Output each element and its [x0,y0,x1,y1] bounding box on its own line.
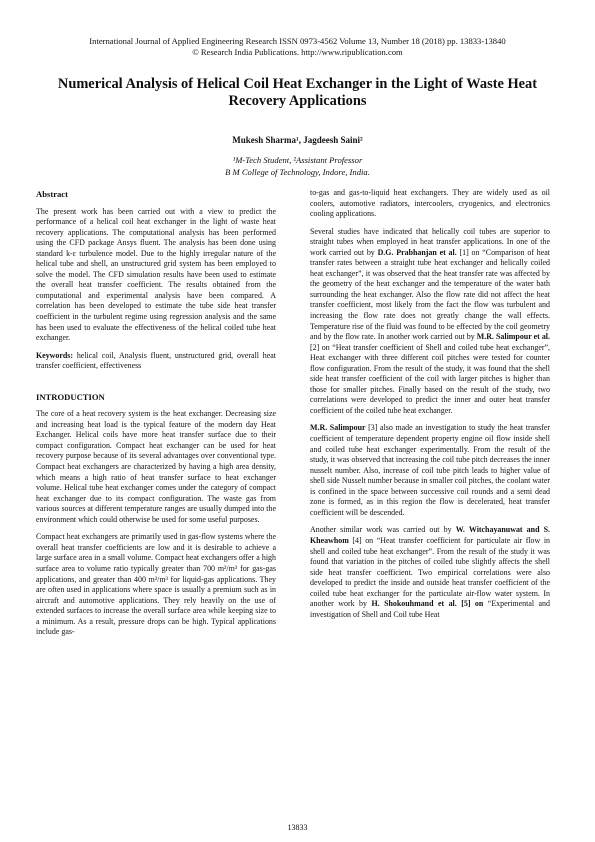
cited-author: W. Witchayanuwat and S. Kheawhom [310,525,551,545]
authors: Mukesh Sharma¹, Jagdeesh Saini² [232,135,363,145]
text-run: Another similar work was carried out by [310,525,456,535]
intro-paragraph-2: Compact heat exchangers are primarily used in gas-flow systems where the overall heat transfer coefficients are low and it is desirable to achieve a large surface area in a small volume. Compact heat exchangers offer a high surface area to volume ratio typically greater than 700 m²/m³ for gas-gas applications, and greater than 400 m²/m³ for liquid-gas applications. They are often used in applications where space is usually a premium such as in aircraft and automotive applications. They rely heavily on the use of extended surfaces to increase the overall surface area while keeping size to a minimum. As a result, pressure drops can be high. Typical applications include gas- [36,532,276,637]
abstract-heading: Abstract [36,189,68,199]
text-run: [4] on “Heat transfer coefficient for particulate air flow in shell and coiled tube heat exchanger”. From the result of the study it was found that variation in the pitches of coiled tube slightly affects the shell side heat transfer coefficient. Two empirical correlations were also developed to predict the inside and outside heat transfer coefficient of the coiled tube heat exchanger for the particulate air-flow water system. In another work by [310,535,550,609]
journal-header [0,36,595,58]
right-column [310,188,550,627]
intro-paragraph-1: The core of a heat recovery system is the heat exchanger. Decreasing size and increasing heat load is the typical feature of the modern day Heat Exchanger. Helical coils have more heat transfer surface due to their compact configuration. Compact heat exchanger can be used for heat recovery purpose because of its several advantages over conventional type. Compact heat exchangers are characterized by having a high area density, which means a high ratio of heat transfer surface to heat exchanger volume. Helical tube heat exchanger comes under the category of compact heat exchanger due to its compact configuration. The waste gas from various sources at different temperature ranges are usually dumped into the environment which could otherwise be used for some useful purposes. [36,409,276,524]
text-run: [3] also made an investigation to study the heat transfer coefficient of temperature dependent property engine oil flow inside shell and coiled tube heat exchanger experimentally. From the result of the study, it was observed that increasing the coil tube pitch decreases the inner nusselt number. Also, increase of coil tube pitch leads to higher value of shell side Nusselt number because in smaller coil pitches, the coolant water is confined in the space between successive coil rounds and a semi dead zone is formed, as in this region the flow is decelerated, heat transfer coefficient will be descended. [310,423,550,517]
keywords [36,351,276,372]
text-run: Several studies have indicated that helically coil tubes are superior to straight tubes when employed in heat transfer applications. In one of the work carried out by [310,226,550,257]
right-paragraph-1: to-gas and gas-to-liquid heat exchangers. They are widely used as oil coolers, automotive radiators, intercoolers, cryogenics, and electronics cooling applications. [310,188,550,219]
cited-author: M.R. Salimpour [310,423,366,433]
affiliation [0,154,595,178]
keywords-text: helical coil, Analysis fluent, unstructured grid, overall heat transfer coefficient, effectiveness [36,350,276,371]
right-paragraph-4 [310,525,550,620]
institution: B M College of Technology, Indore, India. [225,167,370,177]
text-run: “Experimental and investigation of Shell and Coil tube Heat [310,599,550,619]
cited-author: H. Shokouhmand et al. [5] on [371,599,484,609]
cited-author: M.R. Salimpour et al. [476,332,550,342]
text-run: [1] on “Comparison of heat transfer rates between a straight tube heat exchanger and helically coiled heat exchanger”, it was observed that the heat transfer rate was affected by the geometry of the heat exchanger and the temperature of the water bath surrounding the heat exchanger. Also the flow rate did not affect the heat transfer coefficient, most likely from the fact the flow was turbulent and increasing the flow rate does not greatly change the wall effects. Temperature rise of the fluid was found to be effected by the coil geometry and by the flow rate. In another work carried out by [310,247,550,342]
text-run: [2] on “Heat transfer coefficient of Shell and coiled tube heat exchanger”, Heat exchanger with three different coil pitches were tested for counter flow configuration. From the result of the study, it was found that the shell side heat transfer coefficient of the coil with larger pitches is higher than those for smaller pitches. Finally based on the result of the study, two correlations were developed to predict the inner and outer heat transfer coefficient of the coiled tube heat exchanger. [310,342,550,415]
right-paragraph-3 [310,423,550,518]
journal-citation: International Journal of Applied Engineering Research ISSN 0973-4562 Volume 13, Number 18 (2018) pp. 13833-13840 [89,36,506,46]
page-number: 13833 [287,823,308,832]
left-column [36,189,276,645]
abstract-text: The present work has been carried out with a view to predict the performance of a helical coil heat exchanger in the light of waste heat recovery applications. The computational analysis has been performed using the CFD package Ansys fluent. The analysis has been done using standard k-ε turbulence model. Due to the highly irregular nature of the helical tube and shell, an unstructured grid system has been employed to solve the model. The CFD simulation results have been used to estimate the overall heat transfer coefficient. The results obtained from the computational and experimental analysis have been compared. A correlation has been developed to estimate the tube side heat transfer coefficient in the turbulent regime using regression analysis and the same has been used to evaluate the effectiveness of the helical coiled tube heat exchanger. [36,206,276,343]
keywords-label: Keywords: [36,350,74,360]
cited-author: D.G. Prabhanjan et al. [377,247,457,257]
paper-title: Numerical Analysis of Helical Coil Heat Exchanger in the Light of Waste Heat Recovery Applications [57,76,538,109]
introduction-heading: INTRODUCTION [36,391,105,402]
right-paragraph-2 [310,227,550,417]
publisher-line: © Research India Publications. http://www.ripublication.com [192,47,403,57]
author-roles: ¹M-Tech Student, ²Assistant Professor [232,155,363,165]
